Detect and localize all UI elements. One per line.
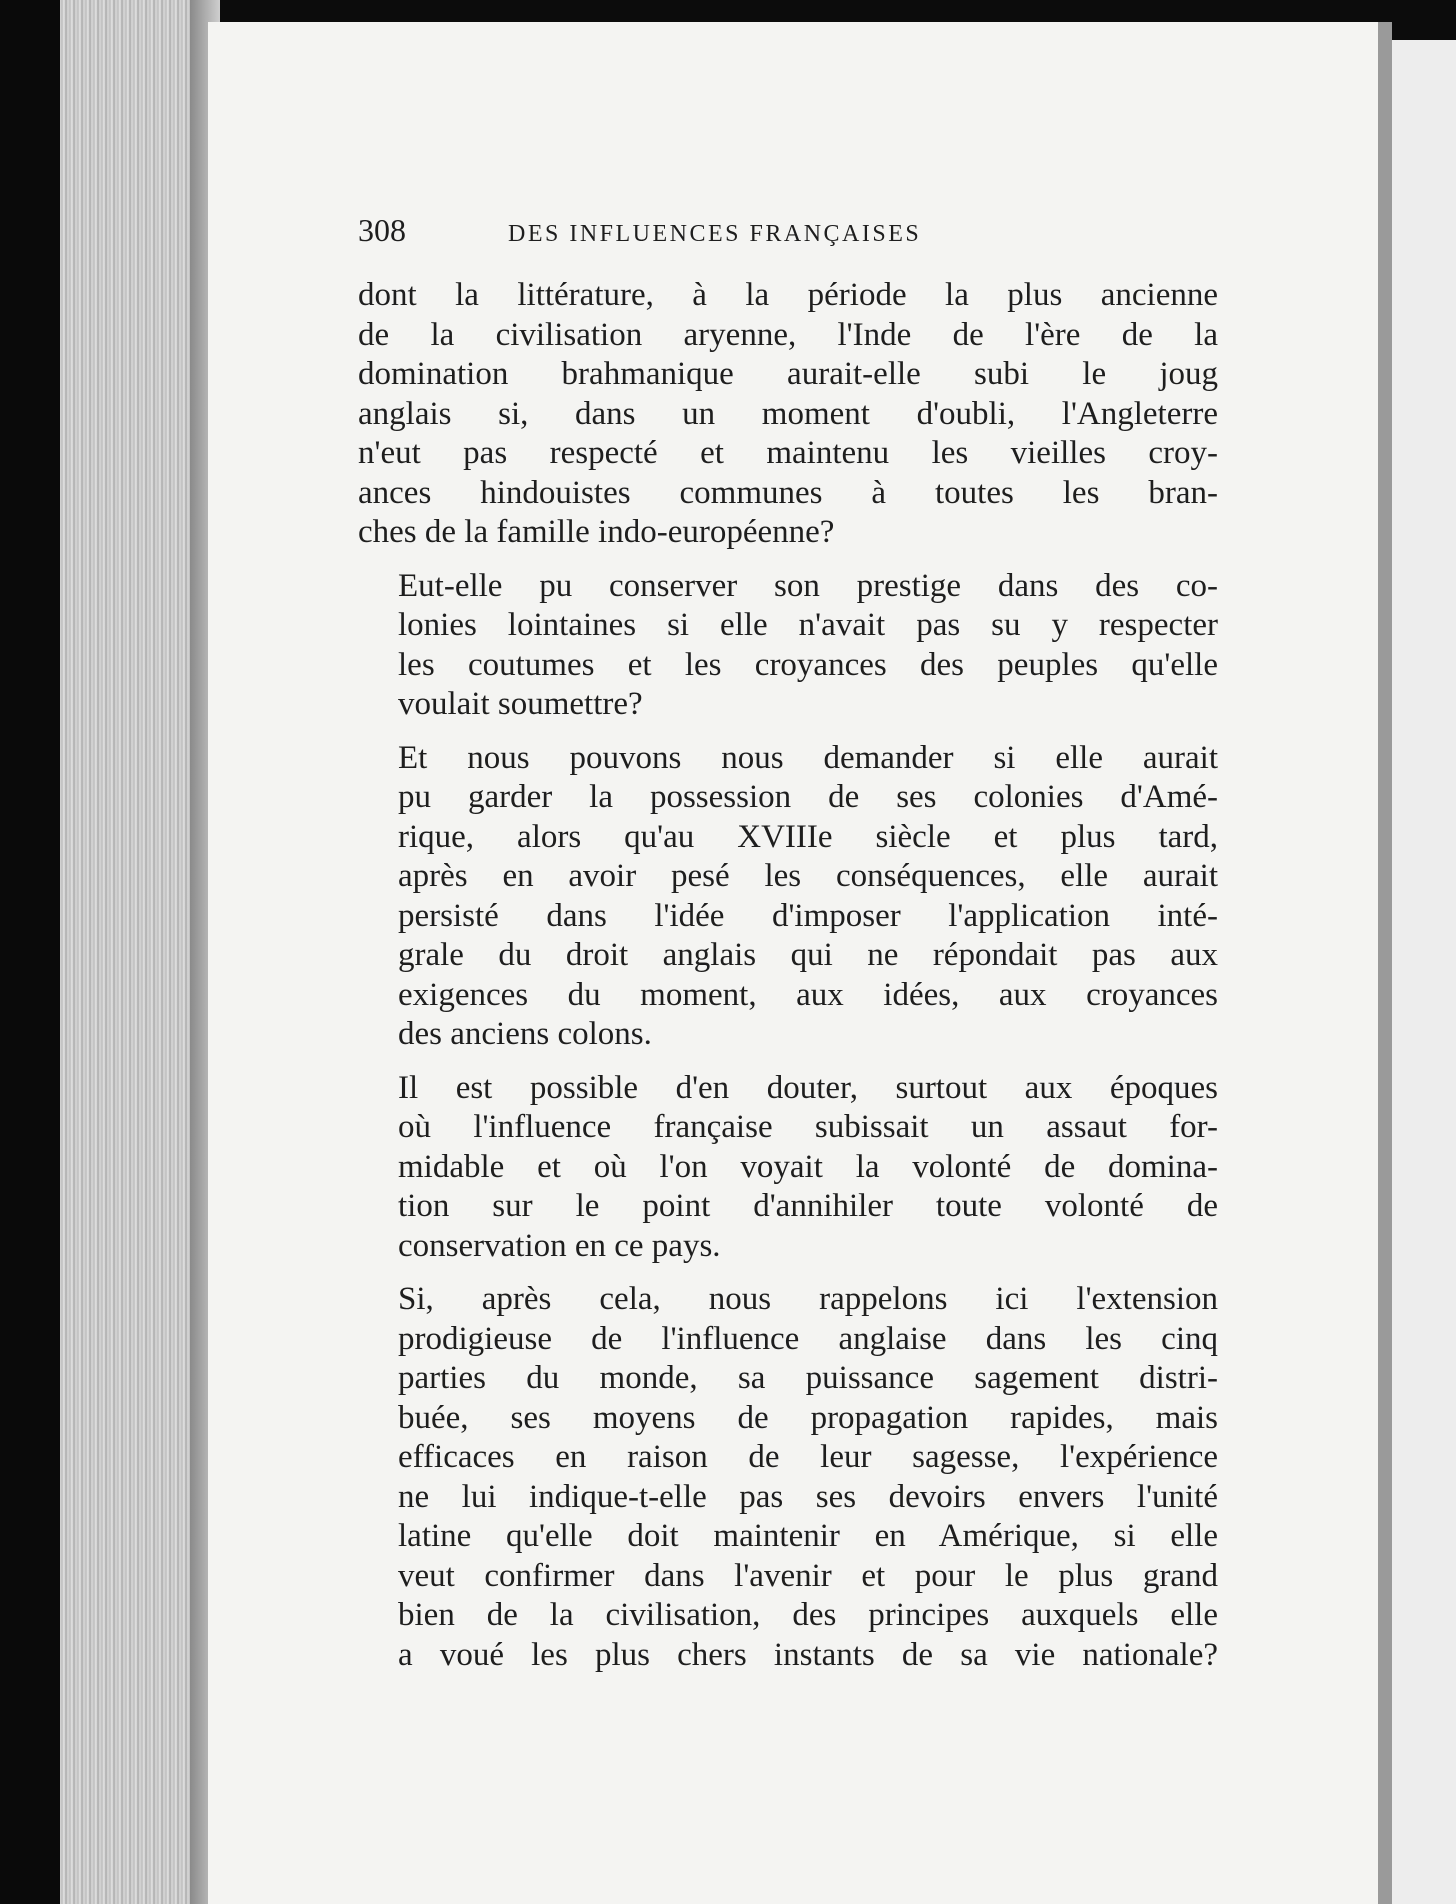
text-line: Et nous pouvons nous demander si elle aurait [398,739,1218,776]
text-line: domination brahmanique aurait-elle subi le joug [358,356,1218,392]
text-line: ches de la famille indo-européenne? [358,514,835,550]
text-line: lonies lointaines si elle n'avait pas su y respecter [398,607,1218,643]
text-line: exigences du moment, aux idées, aux croyances [398,976,1218,1013]
text-line: où l'influence française subissait un assaut for- [398,1109,1218,1145]
page-edges [60,0,210,1904]
text-line: grale du droit anglais qui ne répondait pas aux [398,937,1218,973]
page-text [358,212,1218,1689]
text-line: ne lui indique-t-elle pas ses devoirs envers l'unité [398,1478,1218,1515]
text-line: Eut-elle pu conserver son prestige dans des co- [398,567,1218,604]
text-line: efficaces en raison de leur sagesse, l'expérience [398,1439,1218,1475]
text-line: Il est possible d'en douter, surtout aux époques [398,1069,1218,1106]
text-line: veut confirmer dans l'avenir et pour le plus grand [398,1557,1218,1594]
paragraph-3 [358,739,1218,1055]
next-page-leaf [1392,40,1456,1904]
text-line: parties du monde, sa puissance sagement distri- [398,1360,1218,1396]
text-line: ances hindouistes communes à toutes les bran- [358,474,1218,511]
text-line: de la civilisation aryenne, l'Inde de l'ère de la [358,316,1218,353]
text-line: les coutumes et les croyances des peuples qu'elle [398,646,1218,683]
text-line: des anciens colons. [398,1016,652,1052]
scan-background [0,0,60,1904]
text-line: Si, après cela, nous rappelons ici l'extension [398,1281,1218,1317]
text-line: a voué les plus chers instants de sa vie nationale? [398,1636,1218,1673]
text-line: voulait soumettre? [398,686,643,722]
text-line: conservation en ce pays. [398,1227,721,1264]
text-line: pu garder la possession de ses colonies d'Amé- [398,779,1218,815]
text-line: midable et où l'on voyait la volonté de domina- [398,1148,1218,1185]
running-title: DES INFLUENCES FRANÇAISES [508,221,922,247]
text-line: après en avoir pesé les conséquences, elle aurait [398,858,1218,894]
text-line: persisté dans l'idée d'imposer l'application inté- [398,897,1218,934]
paragraph-2 [358,567,1218,725]
paragraph-5 [358,1280,1218,1675]
text-line: tion sur le point d'annihiler toute volonté de [398,1188,1218,1224]
text-line: bien de la civilisation, des principes auxquels elle [398,1597,1218,1633]
page-right-edge [1378,22,1392,1904]
text-line: rique, alors qu'au XVIIIe siècle et plus tard, [398,818,1218,855]
paragraph-4 [358,1069,1218,1267]
page-number: 308 [358,212,406,248]
text-line: prodigieuse de l'influence anglaise dans les cinq [398,1320,1218,1357]
text-line: latine qu'elle doit maintenir en Amérique, si elle [398,1518,1218,1554]
text-line: anglais si, dans un moment d'oubli, l'Angleterre [358,395,1218,432]
running-head [358,212,1218,256]
text-line: n'eut pas respecté et maintenu les vieilles croy- [358,435,1218,471]
paragraph-1 [358,276,1218,553]
text-line: dont la littérature, à la période la plus ancienne [358,277,1218,313]
text-line: buée, ses moyens de propagation rapides, mais [398,1399,1218,1436]
